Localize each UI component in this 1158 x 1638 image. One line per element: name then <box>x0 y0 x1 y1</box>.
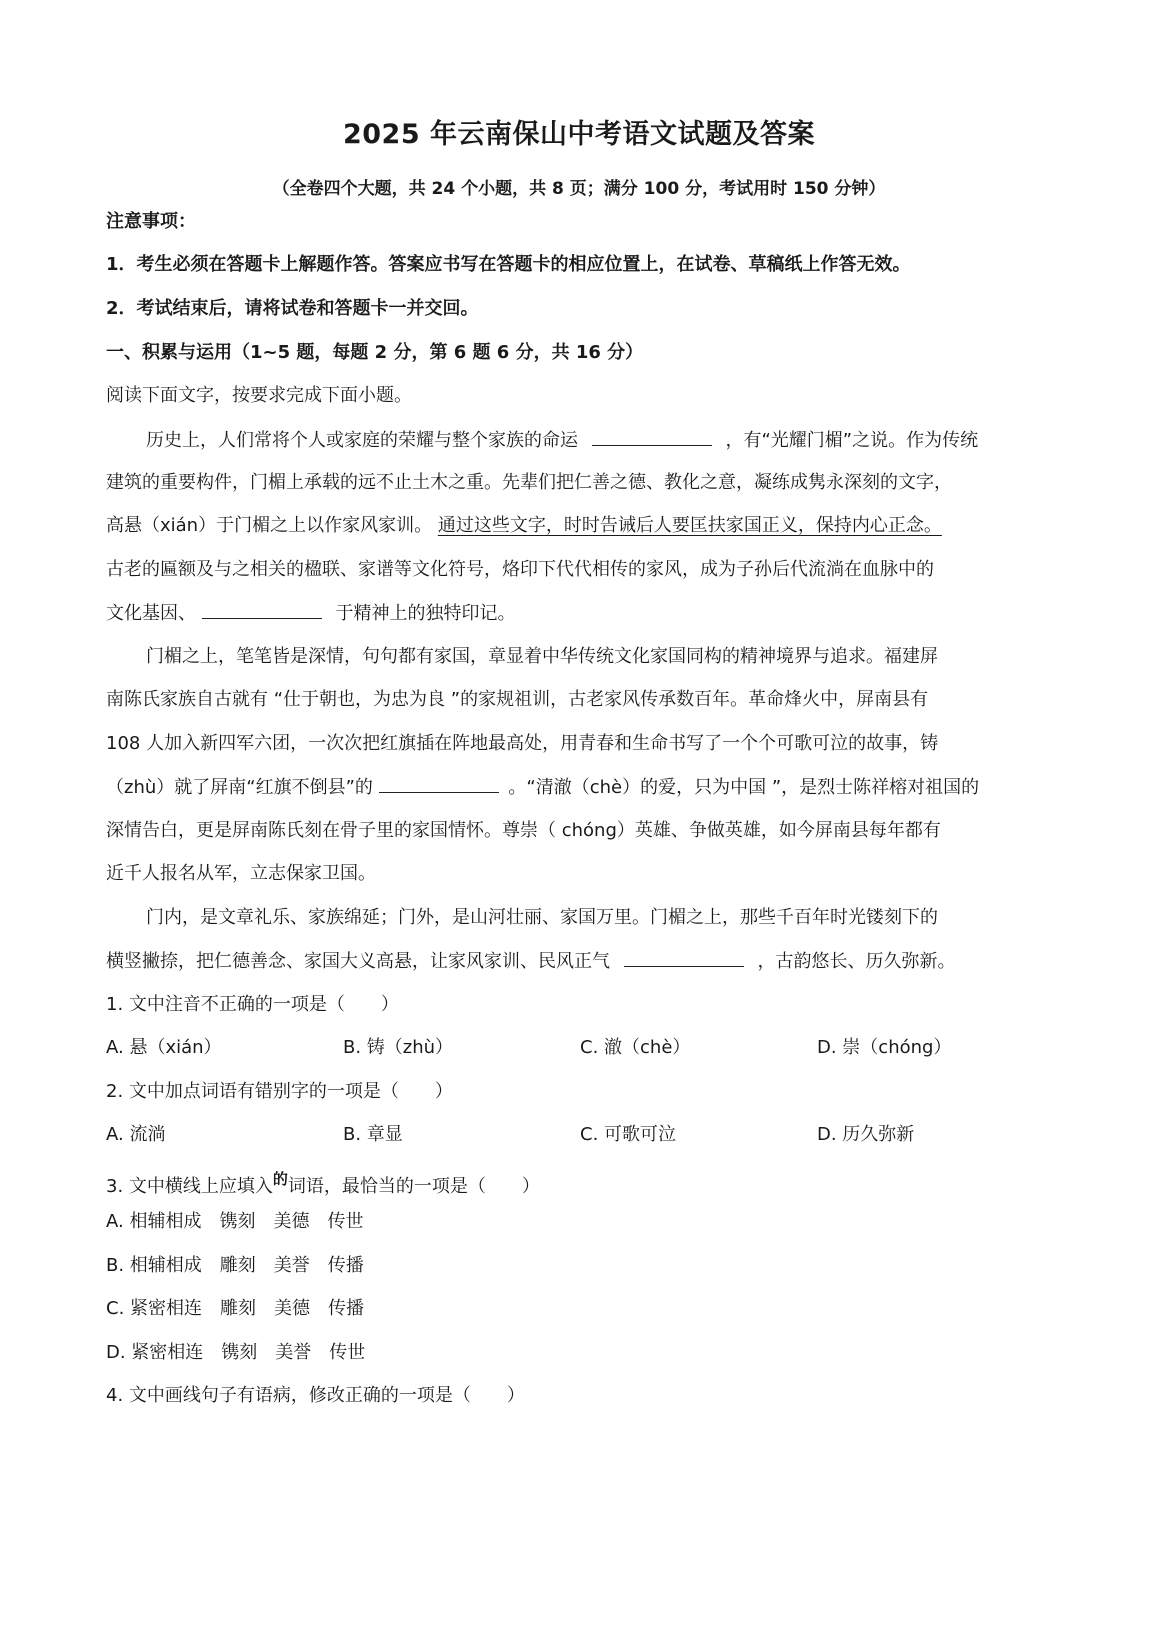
question-3-option-c: C. 紧密相连 雕刻 美德 传播 <box>106 1298 365 1319</box>
question-1-option-d: D. 崇（chóng） <box>817 1037 952 1058</box>
question-3-stem-de: 的 <box>272 1170 288 1188</box>
underlined-sentence: 通过这些文字，时时告诫后人要匡扶家国正义，保持内心正念。 <box>437 515 942 536</box>
page-title: 2025 年云南保山中考语文试题及答案 <box>342 119 816 150</box>
question-2-option-d: D. 历久弥新 <box>817 1124 915 1145</box>
passage-line: 门楣之上，笔笔皆是深情，句句都有家国，章显着中华传统文化家国同构的精神境界与追求。福建屏 <box>146 646 938 667</box>
passage-line <box>106 600 515 627</box>
passage-line: 近千人报名从军，立志保家卫国。 <box>106 863 376 884</box>
question-3-option-a: A. 相辅相成 镌刻 美德 传世 <box>106 1211 364 1232</box>
question-1-option-b: B. 铸（zhù） <box>343 1037 454 1058</box>
fill-blank <box>624 948 744 967</box>
notice-heading: 注意事项： <box>106 211 196 232</box>
notice-item-2: 2．考试结束后，请将试卷和答题卡一并交回。 <box>106 298 479 319</box>
passage-line: 古老的匾额及与之相关的楹联、家谱等文化符号，烙印下代代相传的家风，成为子孙后代流淌在血脉中的 <box>106 559 934 580</box>
question-2-option-c: C. 可歌可泣 <box>580 1124 677 1145</box>
section-instruction: 阅读下面文字，按要求完成下面小题。 <box>106 385 412 406</box>
question-3-stem-part: 词语，最恰当的一项是（ ） <box>287 1176 540 1197</box>
fill-blank <box>592 427 712 446</box>
passage-text: 。“清澈（chè）的爱，只为中国 ”，是烈士陈祥榕对祖国的 <box>508 777 980 798</box>
question-3-option-b: B. 相辅相成 雕刻 美誉 传播 <box>106 1255 364 1276</box>
passage-text: 历史上，人们常将个人或家庭的荣耀与整个家族的命运 <box>146 430 578 451</box>
passage-line: 108 人加入新四军六团，一次次把红旗插在阵地最高处，用青春和生命书写了一个个可歌可泣的故事，铸 <box>106 733 939 754</box>
passage-text: 高悬（xián）于门楣之上以作家风家训。 <box>106 515 433 536</box>
passage-text: ，古韵悠长、历久弥新。 <box>757 951 956 972</box>
passage-text: 横竖撇捺，把仁德善念、家国大义高悬，让家风家训、民风正气 <box>106 951 610 972</box>
passage-line <box>146 427 978 454</box>
question-3-option-d: D. 紧密相连 镌刻 美誉 传世 <box>106 1342 366 1363</box>
passage-text: 文化基因、 <box>106 603 196 624</box>
passage-line: 南陈氏家族自古就有 “仕于朝也，为忠为良 ”的家规祖训，古老家风传承数百年。革命烽火中，屏南县有 <box>106 689 929 710</box>
section-heading: 一、积累与运用（1~5 题，每题 2 分，第 6 题 6 分，共 16 分） <box>106 342 644 363</box>
question-3-stem-part: 3. 文中横线上应填入 <box>106 1176 273 1197</box>
question-1-option-a: A. 悬（xián） <box>106 1037 222 1058</box>
passage-line <box>106 774 979 801</box>
fill-blank <box>379 774 499 793</box>
passage-line <box>106 948 955 975</box>
passage-line: 建筑的重要构件，门楣上承载的远不止土木之重。先辈们把仁善之德、教化之意，凝练成隽永深刻的文字， <box>106 472 952 493</box>
notice-item-1: 1．考生必须在答题卡上解题作答。答案应书写在答题卡的相应位置上，在试卷、草稿纸上作答无效。 <box>106 254 911 275</box>
question-2-option-b: B. 章显 <box>343 1124 403 1145</box>
question-1-option-c: C. 澈（chè） <box>580 1037 691 1058</box>
question-1-stem: 1. 文中注音不正确的一项是（ ） <box>106 994 399 1015</box>
passage-line: 深情告白，更是屏南陈氏刻在骨子里的家国情怀。尊崇（ chóng）英雄、争做英雄，如今屏南县每年都有 <box>106 820 941 841</box>
fill-blank <box>202 600 322 619</box>
passage-text: ，有“光耀门楣”之说。作为传统 <box>725 430 979 451</box>
question-3-stem <box>106 1166 540 1200</box>
passage-line <box>106 513 942 539</box>
question-4-stem: 4. 文中画线句子有语病，修改正确的一项是（ ） <box>106 1385 525 1406</box>
passage-text: （zhù）就了屏南“红旗不倒县”的 <box>106 777 373 798</box>
passage-text: 于精神上的独特印记。 <box>335 603 516 624</box>
page-subtitle: （全卷四个大题，共 24 个小题，共 8 页；满分 100 分，考试用时 150 分钟） <box>272 179 886 199</box>
passage-line: 门内，是文章礼乐、家族绵延；门外，是山河壮丽、家国万里。门楣之上，那些千百年时光镂刻下的 <box>146 907 938 928</box>
question-2-option-a: A. 流淌 <box>106 1124 166 1145</box>
question-2-stem: 2. 文中加点词语有错别字的一项是（ ） <box>106 1081 453 1102</box>
